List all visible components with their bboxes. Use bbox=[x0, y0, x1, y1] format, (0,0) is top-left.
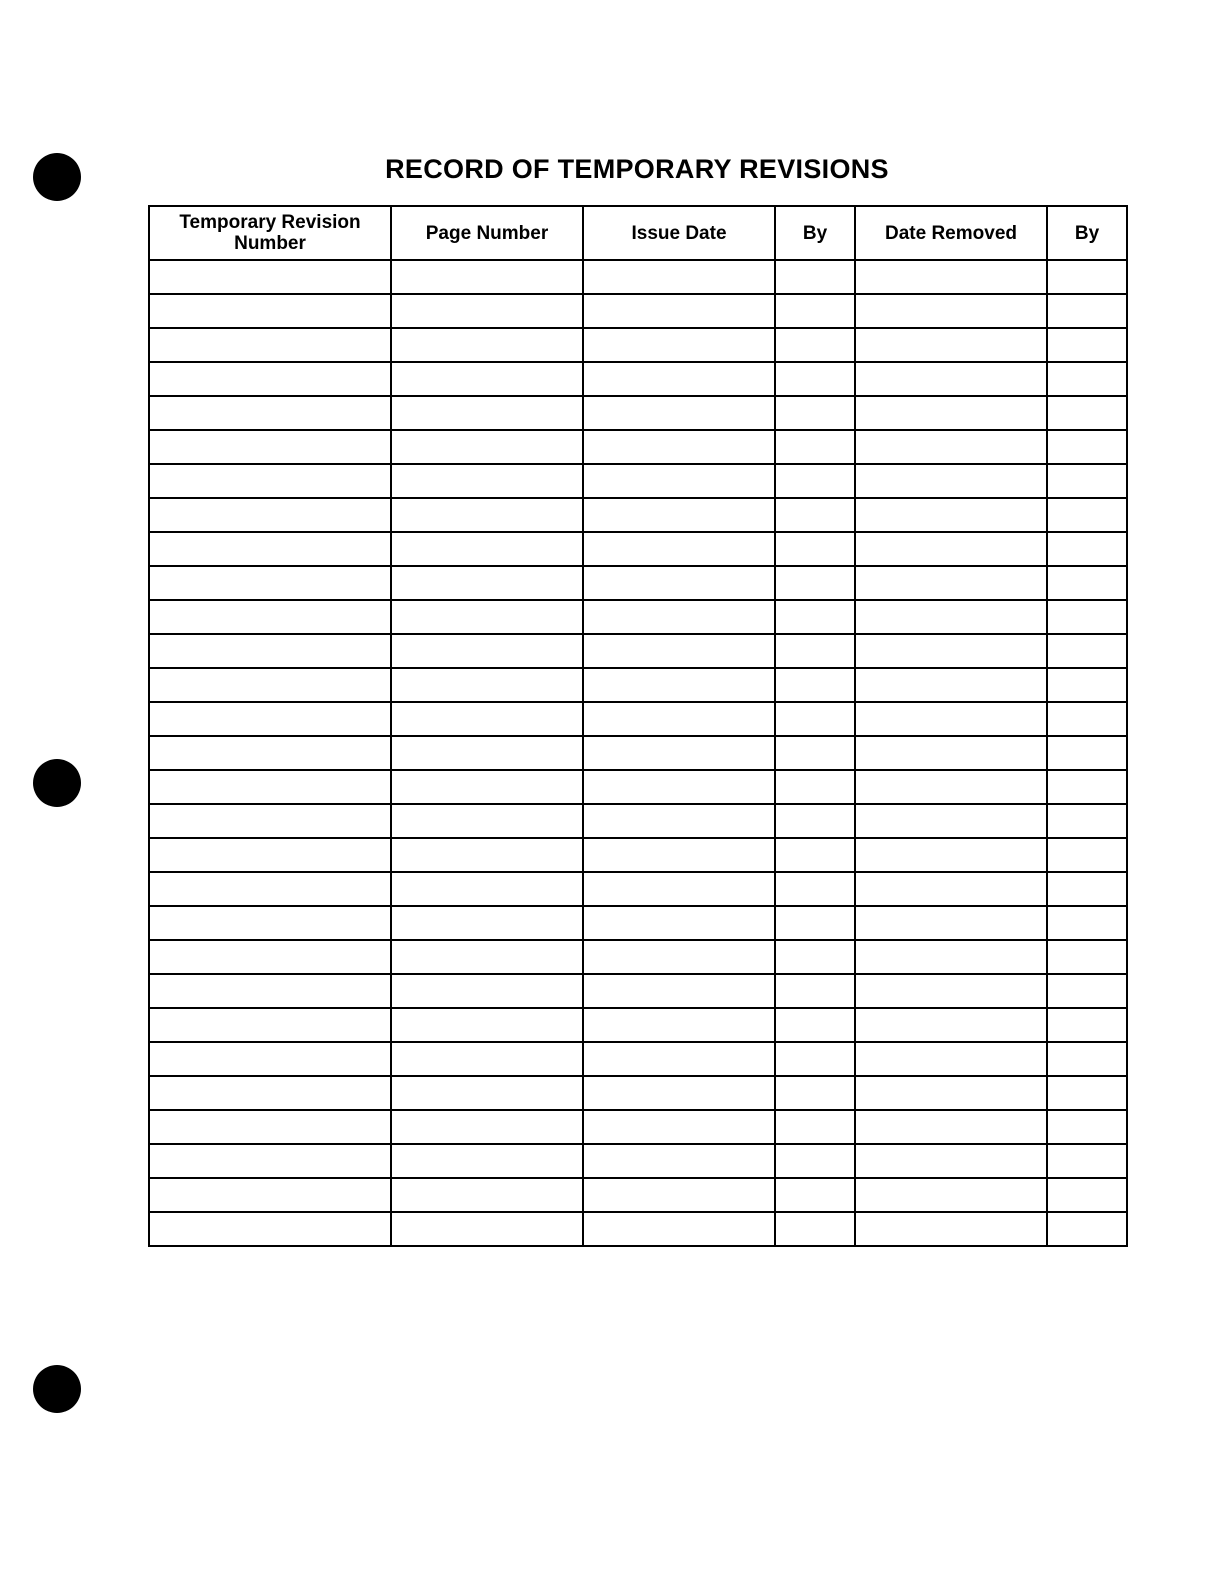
table-cell bbox=[855, 1042, 1047, 1076]
column-header-label: By bbox=[802, 222, 828, 244]
table-cell bbox=[855, 1212, 1047, 1246]
table-cell bbox=[775, 1144, 855, 1178]
column-header-label: Date Removed bbox=[885, 222, 1017, 244]
table-cell bbox=[775, 838, 855, 872]
table-cell bbox=[391, 1212, 583, 1246]
table-cell bbox=[583, 1110, 775, 1144]
column-header-date-removed bbox=[855, 206, 1047, 260]
table-cell bbox=[149, 600, 391, 634]
table-cell bbox=[775, 770, 855, 804]
table-cell bbox=[775, 634, 855, 668]
table-cell bbox=[1047, 1212, 1127, 1246]
table-cell bbox=[583, 1144, 775, 1178]
table-cell bbox=[775, 464, 855, 498]
table-row bbox=[149, 736, 1127, 770]
table-cell bbox=[1047, 974, 1127, 1008]
table-cell bbox=[583, 872, 775, 906]
table-cell bbox=[1047, 838, 1127, 872]
table-cell bbox=[855, 328, 1047, 362]
table-cell bbox=[855, 532, 1047, 566]
table-cell bbox=[775, 668, 855, 702]
table-cell bbox=[149, 566, 391, 600]
table-cell bbox=[149, 328, 391, 362]
table-cell bbox=[775, 566, 855, 600]
table-cell bbox=[391, 1178, 583, 1212]
table-cell bbox=[391, 328, 583, 362]
table-cell bbox=[1047, 362, 1127, 396]
table-cell bbox=[775, 974, 855, 1008]
table-cell bbox=[1047, 736, 1127, 770]
column-header-label: By bbox=[1074, 222, 1100, 244]
table-cell bbox=[149, 532, 391, 566]
table-cell bbox=[1047, 770, 1127, 804]
table-cell bbox=[775, 396, 855, 430]
table-cell bbox=[1047, 1008, 1127, 1042]
table-cell bbox=[583, 668, 775, 702]
table-cell bbox=[583, 906, 775, 940]
table-cell bbox=[391, 906, 583, 940]
table-cell bbox=[583, 600, 775, 634]
table-cell bbox=[391, 770, 583, 804]
table-cell bbox=[583, 328, 775, 362]
table-cell bbox=[391, 396, 583, 430]
table-cell bbox=[149, 1076, 391, 1110]
table-row bbox=[149, 1110, 1127, 1144]
table-cell bbox=[391, 362, 583, 396]
table-cell bbox=[1047, 940, 1127, 974]
table-cell bbox=[583, 430, 775, 464]
table-cell bbox=[149, 872, 391, 906]
table-cell bbox=[583, 396, 775, 430]
table-cell bbox=[1047, 1110, 1127, 1144]
table-cell bbox=[149, 498, 391, 532]
table-cell bbox=[855, 1178, 1047, 1212]
table-cell bbox=[855, 736, 1047, 770]
table-cell bbox=[391, 1144, 583, 1178]
table-row bbox=[149, 668, 1127, 702]
table-cell bbox=[391, 940, 583, 974]
table-cell bbox=[1047, 1144, 1127, 1178]
table-cell bbox=[1047, 906, 1127, 940]
table-row bbox=[149, 532, 1127, 566]
table-cell bbox=[583, 974, 775, 1008]
punch-hole bbox=[33, 153, 81, 201]
table-cell bbox=[775, 804, 855, 838]
table-cell bbox=[149, 430, 391, 464]
table-row bbox=[149, 566, 1127, 600]
table-cell bbox=[149, 736, 391, 770]
table-cell bbox=[855, 294, 1047, 328]
table-row bbox=[149, 294, 1127, 328]
table-cell bbox=[583, 1042, 775, 1076]
table-cell bbox=[855, 430, 1047, 464]
table-row bbox=[149, 600, 1127, 634]
table-cell bbox=[149, 940, 391, 974]
table-cell bbox=[391, 736, 583, 770]
column-header-label: Temporary Revision Number bbox=[179, 212, 361, 254]
table-cell bbox=[391, 872, 583, 906]
table-cell bbox=[583, 736, 775, 770]
table-cell bbox=[391, 1008, 583, 1042]
table-cell bbox=[149, 1110, 391, 1144]
table-cell bbox=[1047, 600, 1127, 634]
table-cell bbox=[855, 1076, 1047, 1110]
table-cell bbox=[1047, 532, 1127, 566]
table-cell bbox=[391, 464, 583, 498]
table-cell bbox=[391, 294, 583, 328]
table-cell bbox=[775, 906, 855, 940]
table-cell bbox=[391, 634, 583, 668]
table-cell bbox=[1047, 430, 1127, 464]
column-header-issue-date bbox=[583, 206, 775, 260]
table-cell bbox=[149, 838, 391, 872]
table-row bbox=[149, 1008, 1127, 1042]
table-cell bbox=[1047, 668, 1127, 702]
table-cell bbox=[149, 906, 391, 940]
table-cell bbox=[391, 566, 583, 600]
table-cell bbox=[391, 1042, 583, 1076]
table-cell bbox=[855, 1008, 1047, 1042]
table-cell bbox=[855, 498, 1047, 532]
table-cell bbox=[149, 464, 391, 498]
table-cell bbox=[775, 872, 855, 906]
page-title: RECORD OF TEMPORARY REVISIONS bbox=[385, 154, 889, 184]
column-header-label: Page Number bbox=[425, 222, 549, 244]
table-cell bbox=[1047, 328, 1127, 362]
table-cell bbox=[855, 600, 1047, 634]
table-cell bbox=[391, 430, 583, 464]
table-cell bbox=[855, 770, 1047, 804]
table-cell bbox=[391, 1076, 583, 1110]
table-row bbox=[149, 1212, 1127, 1246]
table-row bbox=[149, 702, 1127, 736]
table-row bbox=[149, 396, 1127, 430]
table-cell bbox=[583, 294, 775, 328]
table-cell bbox=[855, 906, 1047, 940]
table-row bbox=[149, 464, 1127, 498]
table-cell bbox=[775, 1178, 855, 1212]
table-cell bbox=[583, 634, 775, 668]
table-cell bbox=[391, 668, 583, 702]
table-cell bbox=[583, 260, 775, 294]
table-cell bbox=[775, 1042, 855, 1076]
table-cell bbox=[855, 464, 1047, 498]
table-cell bbox=[583, 1076, 775, 1110]
table-cell bbox=[583, 464, 775, 498]
table-cell bbox=[775, 1110, 855, 1144]
table-cell bbox=[583, 804, 775, 838]
table-cell bbox=[1047, 260, 1127, 294]
table-cell bbox=[1047, 566, 1127, 600]
column-header-temporary-revision-number bbox=[149, 206, 391, 260]
table-cell bbox=[775, 940, 855, 974]
column-header-removed-by bbox=[1047, 206, 1127, 260]
table-cell bbox=[583, 498, 775, 532]
table-cell bbox=[583, 532, 775, 566]
table-cell bbox=[855, 940, 1047, 974]
table-row bbox=[149, 430, 1127, 464]
table-cell bbox=[855, 1110, 1047, 1144]
table-cell bbox=[775, 532, 855, 566]
table-row bbox=[149, 328, 1127, 362]
table-cell bbox=[1047, 464, 1127, 498]
table-row bbox=[149, 804, 1127, 838]
table-cell bbox=[149, 1042, 391, 1076]
table-cell bbox=[775, 328, 855, 362]
table-cell bbox=[855, 668, 1047, 702]
table-cell bbox=[149, 1144, 391, 1178]
table-cell bbox=[855, 260, 1047, 294]
table-cell bbox=[775, 498, 855, 532]
table-cell bbox=[149, 1008, 391, 1042]
table-cell bbox=[391, 498, 583, 532]
table-cell bbox=[775, 260, 855, 294]
table-cell bbox=[775, 736, 855, 770]
table-cell bbox=[149, 634, 391, 668]
table-cell bbox=[149, 362, 391, 396]
table-cell bbox=[1047, 804, 1127, 838]
table-cell bbox=[583, 1212, 775, 1246]
table-cell bbox=[1047, 1076, 1127, 1110]
table-row bbox=[149, 770, 1127, 804]
table-row bbox=[149, 362, 1127, 396]
table-cell bbox=[1047, 1042, 1127, 1076]
table-cell bbox=[149, 804, 391, 838]
table-body bbox=[149, 260, 1127, 1246]
table-row bbox=[149, 498, 1127, 532]
table-cell bbox=[775, 362, 855, 396]
table-cell bbox=[583, 1178, 775, 1212]
table-cell bbox=[1047, 634, 1127, 668]
table-cell bbox=[855, 804, 1047, 838]
table-cell bbox=[391, 804, 583, 838]
table-cell bbox=[775, 600, 855, 634]
table-cell bbox=[1047, 498, 1127, 532]
table-row bbox=[149, 906, 1127, 940]
table-cell bbox=[149, 396, 391, 430]
table-cell bbox=[1047, 872, 1127, 906]
table-cell bbox=[855, 362, 1047, 396]
revisions-table bbox=[148, 205, 1128, 1247]
table-cell bbox=[1047, 294, 1127, 328]
table-cell bbox=[149, 668, 391, 702]
table-cell bbox=[583, 940, 775, 974]
table-cell bbox=[855, 566, 1047, 600]
table-cell bbox=[583, 1008, 775, 1042]
table-cell bbox=[855, 974, 1047, 1008]
table-cell bbox=[855, 1144, 1047, 1178]
table-cell bbox=[391, 702, 583, 736]
table-row bbox=[149, 1042, 1127, 1076]
table-cell bbox=[149, 770, 391, 804]
table-cell bbox=[391, 974, 583, 1008]
table-cell bbox=[855, 872, 1047, 906]
table-row bbox=[149, 872, 1127, 906]
table-cell bbox=[855, 396, 1047, 430]
table-cell bbox=[583, 566, 775, 600]
table-cell bbox=[391, 600, 583, 634]
table-cell bbox=[775, 294, 855, 328]
table-cell bbox=[855, 634, 1047, 668]
table-row bbox=[149, 260, 1127, 294]
table-row bbox=[149, 1076, 1127, 1110]
table-cell bbox=[1047, 1178, 1127, 1212]
table-row bbox=[149, 940, 1127, 974]
table-cell bbox=[149, 974, 391, 1008]
table-cell bbox=[775, 1076, 855, 1110]
table-cell bbox=[775, 1212, 855, 1246]
punch-hole bbox=[33, 759, 81, 807]
column-header-by bbox=[775, 206, 855, 260]
table-cell bbox=[775, 702, 855, 736]
table-cell bbox=[855, 702, 1047, 736]
punch-hole bbox=[33, 1365, 81, 1413]
table-cell bbox=[149, 702, 391, 736]
table-cell bbox=[583, 838, 775, 872]
table-cell bbox=[855, 838, 1047, 872]
table-cell bbox=[583, 702, 775, 736]
table-cell bbox=[391, 532, 583, 566]
table-cell bbox=[149, 260, 391, 294]
table-cell bbox=[149, 1178, 391, 1212]
table-row bbox=[149, 1144, 1127, 1178]
table-row bbox=[149, 838, 1127, 872]
table-header-row bbox=[149, 206, 1127, 260]
table-cell bbox=[149, 1212, 391, 1246]
column-header-page-number bbox=[391, 206, 583, 260]
table-cell bbox=[775, 1008, 855, 1042]
table-cell bbox=[1047, 702, 1127, 736]
table-cell bbox=[583, 362, 775, 396]
table-row bbox=[149, 634, 1127, 668]
table-cell bbox=[775, 430, 855, 464]
table-cell bbox=[391, 260, 583, 294]
table-cell bbox=[583, 770, 775, 804]
table-row bbox=[149, 1178, 1127, 1212]
table-cell bbox=[149, 294, 391, 328]
table-cell bbox=[391, 838, 583, 872]
table-cell bbox=[1047, 396, 1127, 430]
table-cell bbox=[391, 1110, 583, 1144]
column-header-label: Issue Date bbox=[631, 222, 727, 244]
table-row bbox=[149, 974, 1127, 1008]
